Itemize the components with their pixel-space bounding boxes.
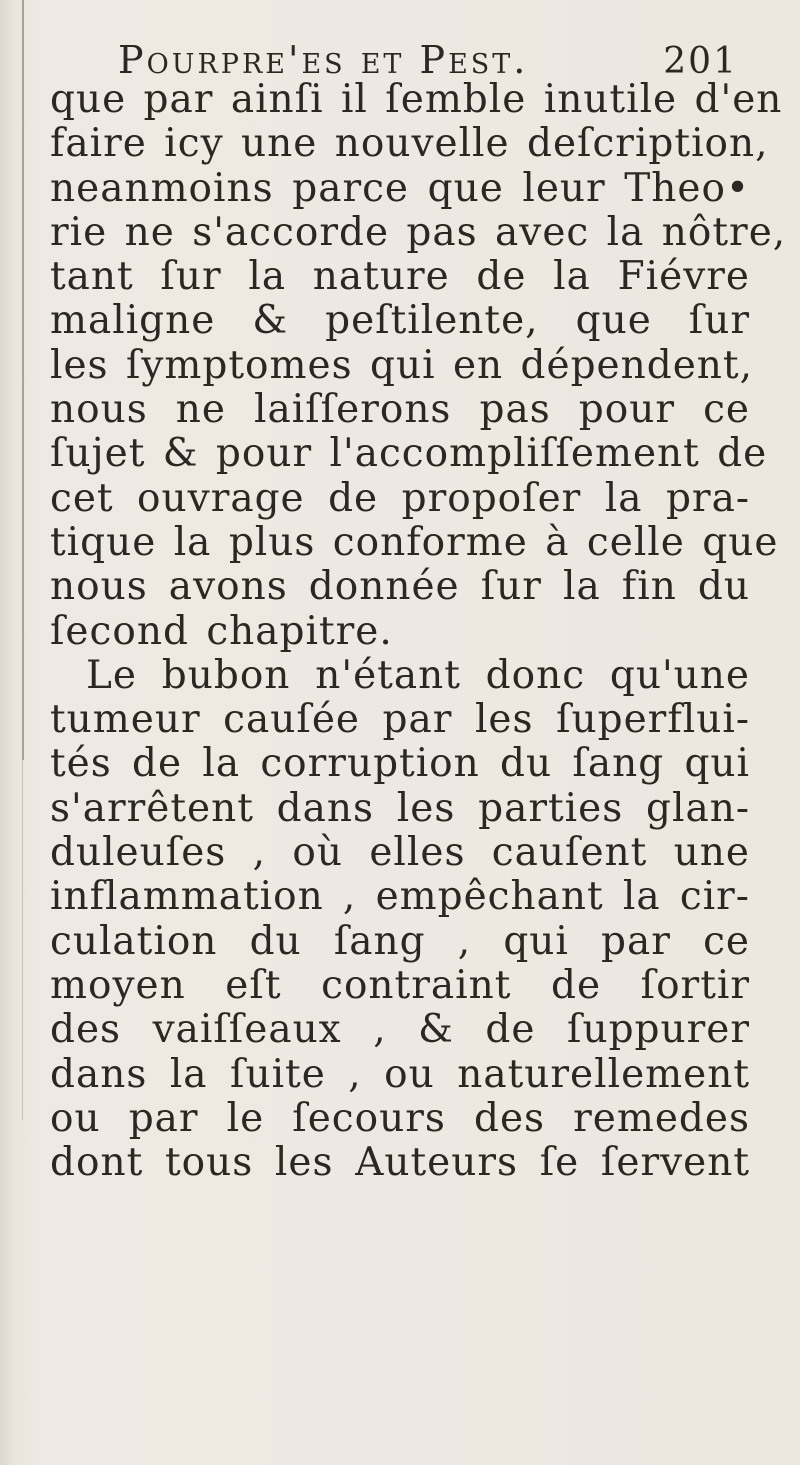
text-line: ſecond chapitre. [50,608,393,654]
text-line: nous avons donnée ſur la fin du [50,564,750,610]
text-line: ſujet & pour l'accompliſſement de [50,431,768,477]
text-line: rie ne s'accorde pas avec la nôtre, [50,209,787,255]
text-line: tique la plus conforme à celle que [50,519,779,565]
body-text [50,77,787,1186]
paragraph-start-line: Le bubon n'étant donc qu'une [86,652,750,698]
text-line: nous ne laiſſerons pas pour ce [50,387,750,433]
page-gutter-shadow [0,0,24,760]
text-line: tumeur cauſée par les ſuperflui- [50,697,750,743]
text-line: ou par le ſecours des remedes [50,1095,750,1141]
text-line: neanmoins parce que leur Theo• [50,165,750,211]
text-line: des vaiſſeaux , & de ſuppurer [50,1007,750,1053]
text-line: tés de la corruption du ſang qui [50,741,750,787]
text-line: tant ſur la nature de la Fiévre [50,254,750,300]
text-line: duleuſes , où elles cauſent une [50,830,750,876]
text-line: s'arrêtent dans les parties glan- [50,785,750,831]
running-title: Pourpre'es et Pest. [118,38,529,82]
page-gutter-shadow-lower [0,760,23,1120]
text-line: que par ainſi il ſemble inutile d'en [50,77,783,122]
text-line: les ſymptomes qui en dépendent, [50,342,753,388]
text-line: moyen eſt contraint de ſortir [50,962,750,1008]
text-line: faire icy une nouvelle deſcription, [50,121,769,167]
text-line: maligne & peſtilente, que ſur [50,298,750,344]
page-number: 201 [663,41,738,82]
text-line: dont tous les Auteurs ſe ſervent [50,1140,750,1186]
text-line: cet ouvrage de propoſer la pra- [50,475,750,521]
text-line: culation du ſang , qui par ce [50,918,750,964]
text-line: dans la ſuite , ou naturellement [50,1051,750,1097]
text-line: inflammation , empêchant la cir- [50,874,750,920]
